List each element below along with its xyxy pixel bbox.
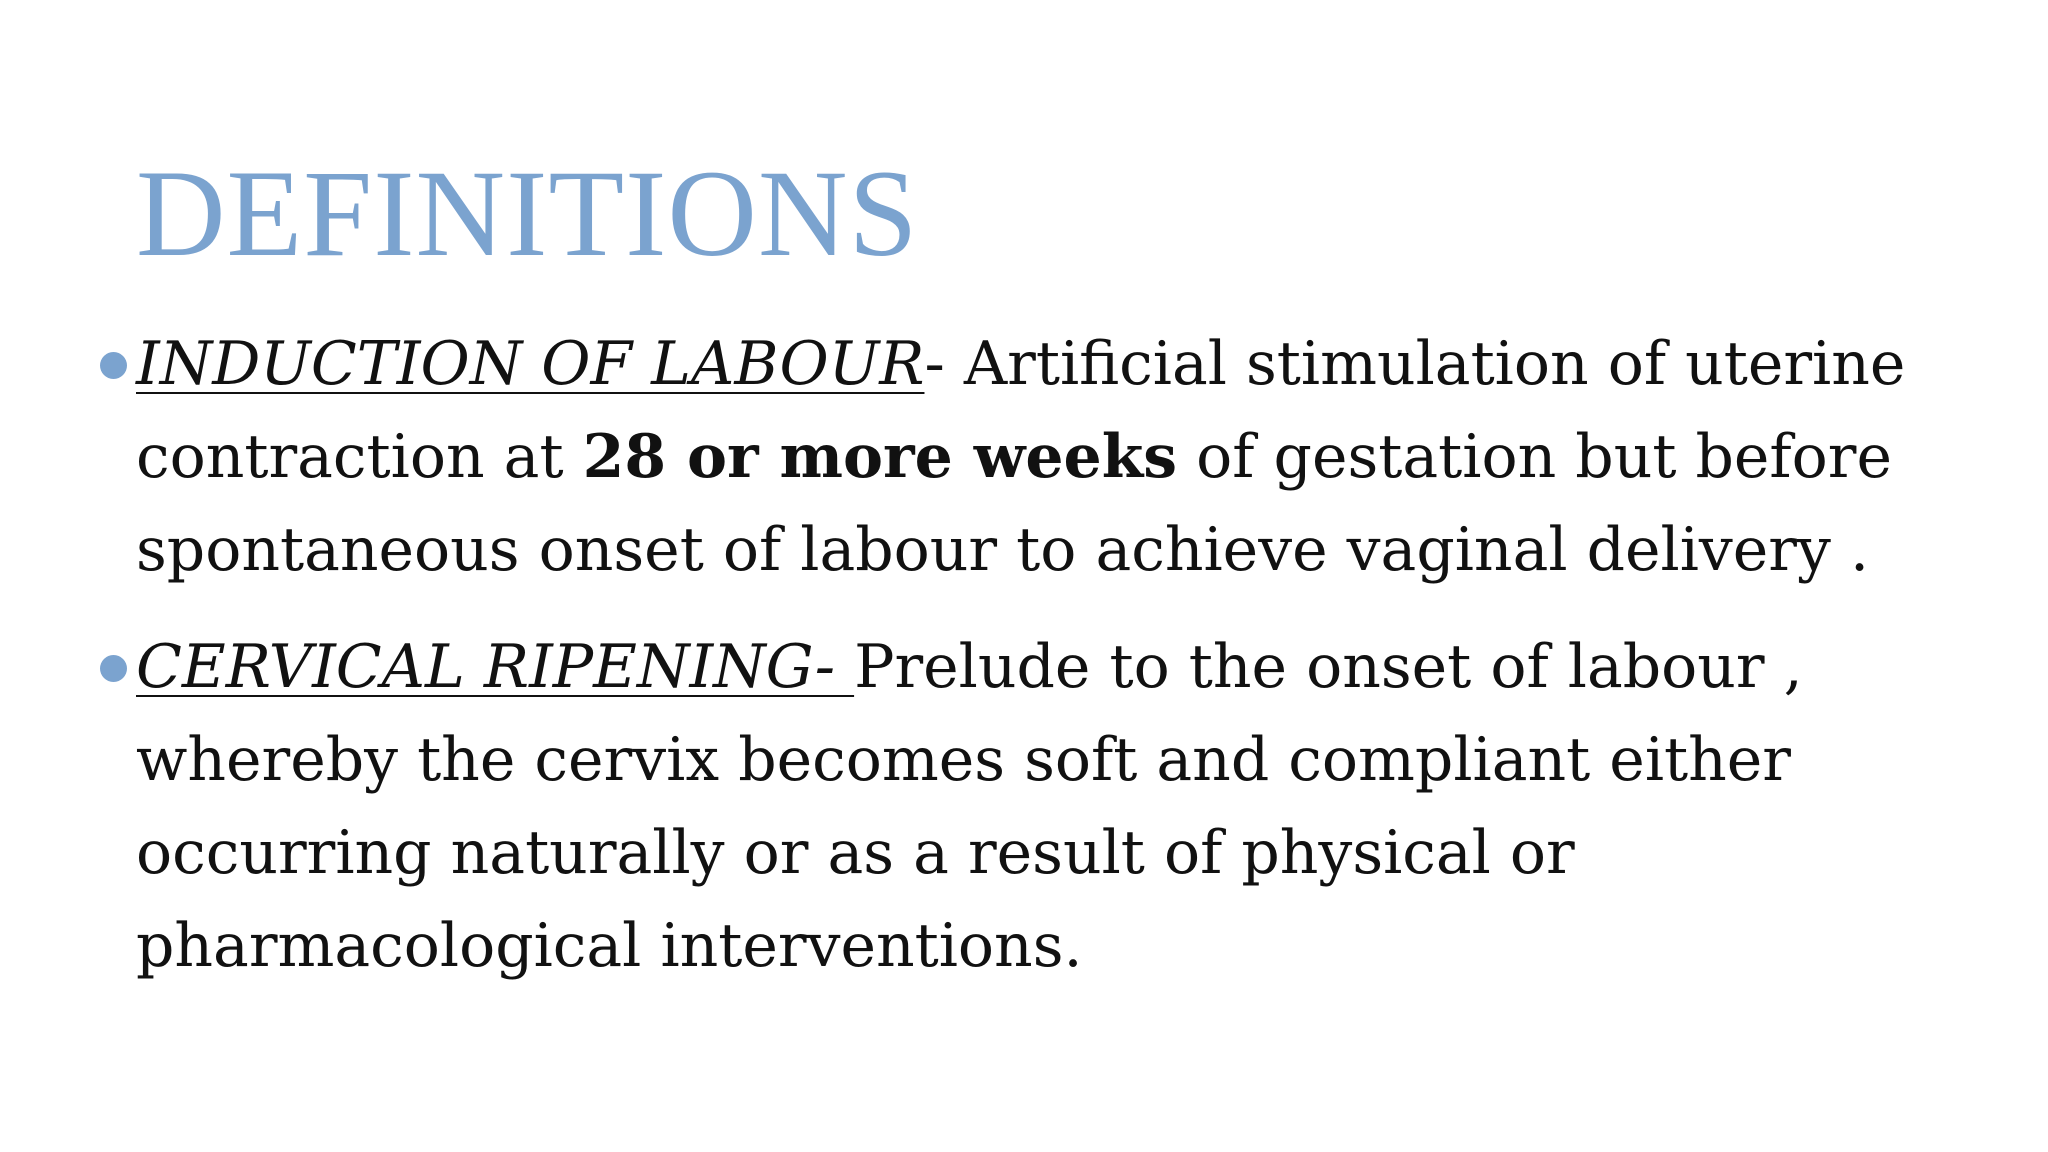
- definition-cervical-ripening: [136, 621, 1956, 993]
- slide-title: DEFINITIONS: [136, 145, 919, 282]
- definition-term: CERVICAL RIPENING-: [136, 632, 855, 702]
- definition-term: INDUCTION OF LABOUR: [136, 329, 925, 399]
- definitions-list: [136, 318, 1956, 1017]
- definition-text: - Artificial stimulation of uterine contraction at: [136, 329, 1906, 492]
- bullet-dot-icon: [100, 655, 127, 682]
- bullet-dot-icon: [100, 352, 127, 379]
- definition-text: Prelude to the onset of labour , whereby the cervix becomes soft and compliant either occurring naturally or as a result of physical or pharmacological interventions.: [136, 632, 1803, 981]
- definition-emphasis: 28 or more weeks: [582, 422, 1178, 492]
- definition-induction-of-labour: [136, 318, 1956, 597]
- definition-text-continued: of gestation but before spontaneous onset of labour to achieve vaginal delivery .: [136, 422, 1892, 585]
